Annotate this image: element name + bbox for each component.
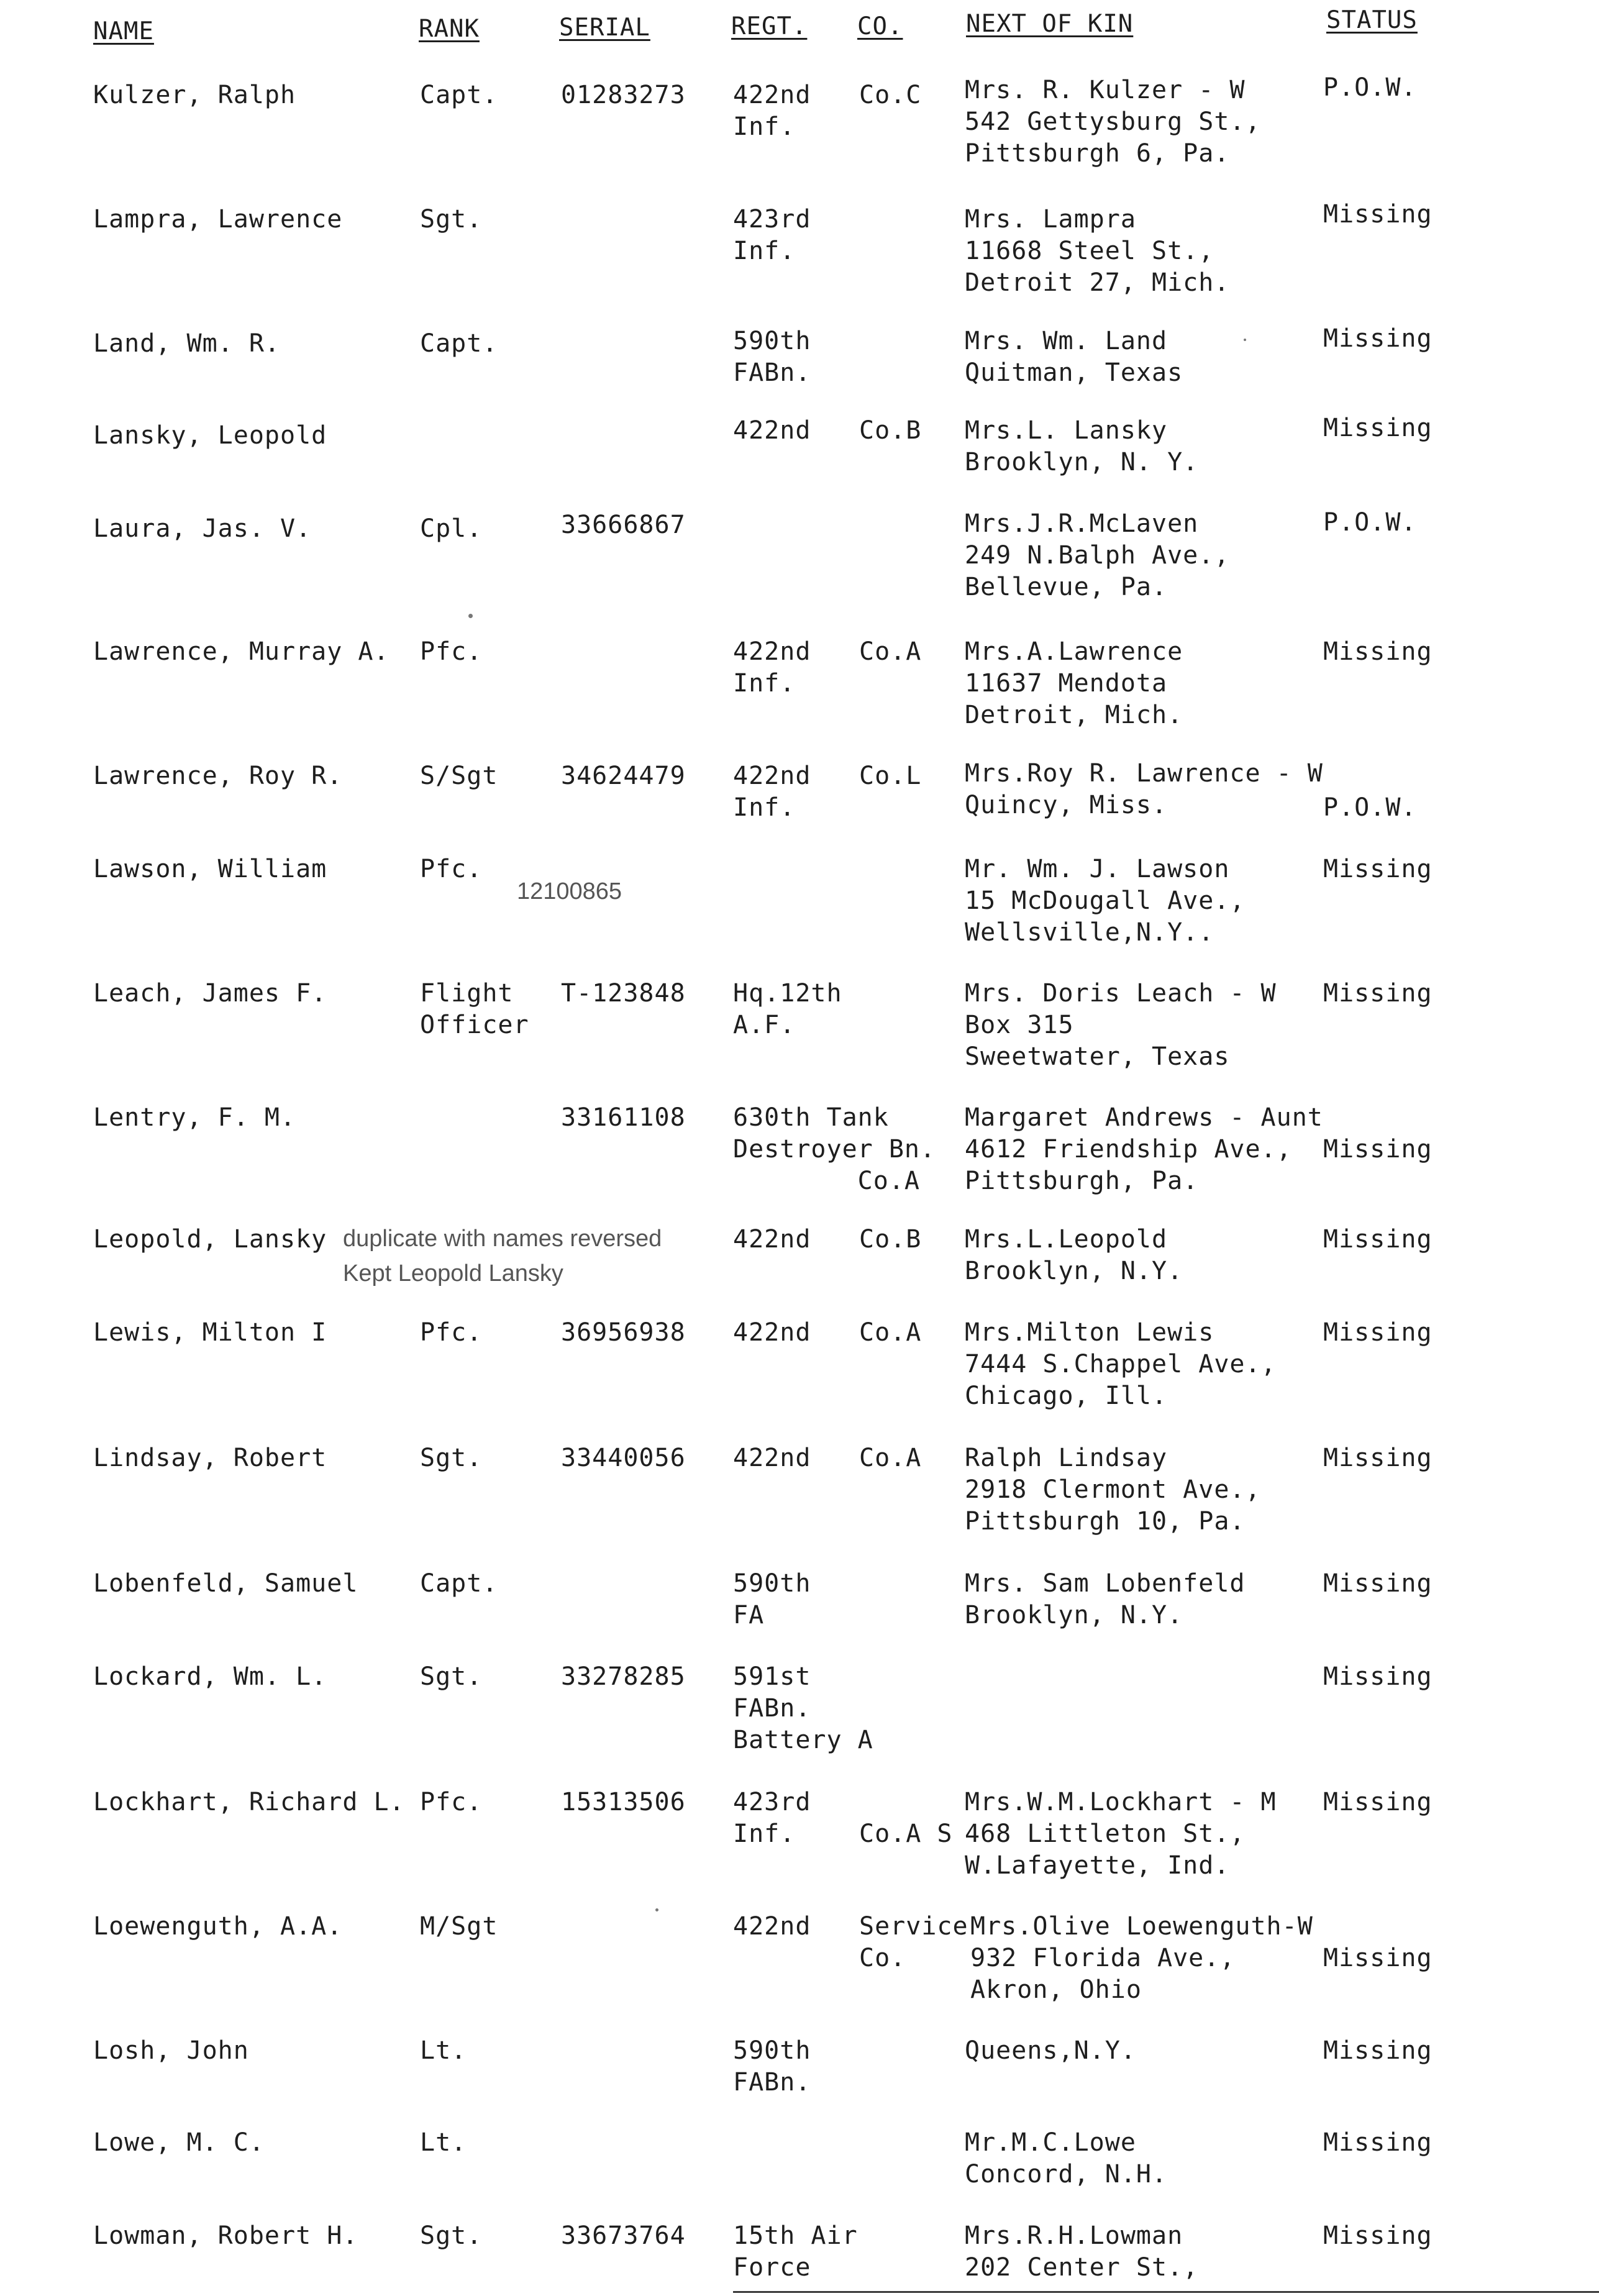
header-serial: SERIAL (559, 14, 650, 42)
status-cell: Missing (1323, 637, 1433, 666)
rank-cell: Pfc. (420, 1788, 483, 1816)
name-cell: Leopold, Lansky (93, 1225, 327, 1254)
status-cell: Missing (1323, 324, 1433, 353)
regt-cell: 591st FABn. Battery A (733, 1662, 873, 1754)
co-cell: Co.A (859, 1444, 922, 1472)
rank-cell: Pfc. (420, 637, 483, 666)
rank-cell: Capt. (420, 329, 498, 358)
header-status: STATUS (1326, 6, 1418, 34)
next-of-kin-cell: Mrs. Wm. Land Quitman, Texas (965, 327, 1183, 387)
co-cell: Co.B (859, 416, 922, 445)
rank-cell: S/Sgt (420, 762, 498, 790)
header-rank: RANK (419, 15, 480, 43)
regt-cell: 422nd (733, 1912, 811, 1941)
regt-cell: 423rd Inf. (733, 1788, 811, 1848)
next-of-kin-cell: Mrs.Roy R. Lawrence - W Quincy, Miss. (965, 759, 1323, 819)
name-cell: Lindsay, Robert (93, 1444, 327, 1472)
rank-cell: Flight Officer (420, 979, 529, 1039)
name-cell: Lowe, M. C. (93, 2128, 265, 2157)
rank-cell: Lt. (420, 2036, 467, 2065)
next-of-kin-cell: Mrs.Milton Lewis 7444 S.Chappel Ave., Chicago, Ill. (965, 1318, 1277, 1410)
rank-cell: Capt. (420, 81, 498, 109)
next-of-kin-cell: Mrs.R.H.Lowman 202 Center St., (965, 2221, 1199, 2282)
regt-cell: 15th Air Force (733, 2221, 858, 2282)
status-cell: Missing (1323, 1569, 1433, 1598)
regt-cell: 590th FABn. (733, 2036, 811, 2097)
regt-cell: 422nd Inf. (733, 637, 811, 698)
name-cell: Lampra, Lawrence (93, 205, 343, 234)
scan-speck (1244, 339, 1246, 341)
rank-cell: Sgt. (420, 1662, 483, 1691)
serial-cell: 33440056 (561, 1444, 686, 1472)
name-cell: Lockhart, Richard L. (93, 1788, 405, 1816)
name-cell: Land, Wm. R. (93, 329, 280, 358)
status-cell: Missing (1323, 1944, 1433, 1972)
scan-speck (468, 614, 473, 618)
rank-cell: Sgt. (420, 1444, 483, 1472)
status-cell: P.O.W. (1323, 73, 1417, 102)
rank-cell: Capt. (420, 1569, 498, 1598)
name-cell: Lockard, Wm. L. (93, 1662, 327, 1691)
status-cell: P.O.W. (1323, 793, 1417, 822)
scan-speck (655, 1908, 658, 1911)
serial-cell: T-123848 (561, 979, 686, 1008)
status-cell: Missing (1323, 1788, 1433, 1816)
regt-cell: 423rd Inf. (733, 205, 811, 265)
rank-cell: Pfc. (420, 1318, 483, 1347)
serial-cell: 34624479 (561, 762, 686, 790)
rank-cell: Cpl. (420, 514, 483, 543)
name-cell: Lawrence, Roy R. (93, 762, 343, 790)
regt-cell: 422nd (733, 416, 811, 445)
status-cell: P.O.W. (1323, 508, 1417, 537)
next-of-kin-cell: Mrs.W.M.Lockhart - M 468 Littleton St., W.Lafayette, Ind. (965, 1788, 1277, 1880)
next-of-kin-cell: Mrs. Lampra 11668 Steel St., Detroit 27, Mich. (965, 205, 1230, 297)
name-cell: Lobenfeld, Samuel (93, 1569, 358, 1598)
status-cell: Missing (1323, 979, 1433, 1008)
next-of-kin-cell: Mrs.A.Lawrence 11637 Mendota Detroit, Mich. (965, 637, 1183, 729)
name-cell: Lentry, F. M. (93, 1103, 296, 1132)
serial-cell: 36956938 (561, 1318, 686, 1347)
name-cell: Lowman, Robert H. (93, 2221, 358, 2250)
next-of-kin-cell: Mrs. Doris Leach - W Box 315 Sweetwater, Texas (965, 979, 1277, 1071)
serial-cell: 15313506 (561, 1788, 686, 1816)
regt-cell: 422nd Inf. (733, 81, 811, 141)
rank-cell: Pfc. (420, 855, 483, 883)
header-regt: REGT. (731, 12, 808, 40)
rank-cell: Lt. (420, 2128, 467, 2157)
status-cell: Missing (1323, 2036, 1433, 2065)
next-of-kin-cell: Mrs.J.R.McLaven 249 N.Balph Ave., Bellevue, Pa. (965, 509, 1230, 601)
serial-cell: 33666867 (561, 511, 686, 539)
next-of-kin-cell: Mr. Wm. J. Lawson 15 McDougall Ave., Wellsville,N.Y.. (965, 855, 1246, 947)
next-of-kin-cell: Mrs. Sam Lobenfeld Brooklyn, N.Y. (965, 1569, 1246, 1629)
status-cell: Missing (1323, 200, 1433, 229)
status-cell: Missing (1323, 855, 1433, 883)
co-cell: Service Co. (859, 1912, 968, 1972)
name-cell: Losh, John (93, 2036, 249, 2065)
regt-cell: 422nd Inf. (733, 762, 811, 822)
next-of-kin-cell: Mrs.L. Lansky Brooklyn, N. Y. (965, 416, 1199, 476)
header-co: CO. (857, 12, 903, 40)
regt-cell: 590th FABn. (733, 327, 811, 387)
name-cell: Lawson, William (93, 855, 327, 883)
next-of-kin-cell: Mr.M.C.Lowe Concord, N.H. (965, 2128, 1168, 2189)
status-cell: Missing (1323, 1225, 1433, 1254)
status-cell: Missing (1323, 414, 1433, 442)
regt-cell: 590th FA (733, 1569, 811, 1629)
duplicate-note: duplicate with names reversed Kept Leopold Lansky (343, 1226, 662, 1287)
next-of-kin-cell: Mrs.L.Leopold Brooklyn, N.Y. (965, 1225, 1183, 1285)
header-next-of-kin: NEXT OF KIN (966, 10, 1134, 38)
serial-cell: 01283273 (561, 81, 686, 109)
regt-cell: 422nd (733, 1318, 811, 1347)
next-of-kin-cell: Mrs. R. Kulzer - W 542 Gettysburg St., Pittsburgh 6, Pa. (965, 76, 1261, 168)
header-name: NAME (93, 17, 154, 45)
status-cell: Missing (1323, 2221, 1433, 2250)
rank-cell: Sgt. (420, 205, 483, 234)
regt-cell: 630th Tank Destroyer Bn. Co.A (733, 1103, 936, 1195)
serial-cell: 33278285 (561, 1662, 686, 1691)
co-cell: Co.L (859, 762, 922, 790)
regt-cell: 422nd (733, 1225, 811, 1254)
co-cell: Co.A (859, 1318, 922, 1347)
rank-cell: Sgt. (420, 2221, 483, 2250)
co-cell: Co.C (859, 81, 922, 109)
name-cell: Lawrence, Murray A. (93, 637, 390, 666)
handwritten-serial-note: 12100865 (517, 878, 622, 904)
name-cell: Lansky, Leopold (93, 421, 327, 450)
co-cell: Co.A (859, 637, 922, 666)
name-cell: Loewenguth, A.A. (93, 1912, 343, 1941)
name-cell: Leach, James F. (93, 979, 327, 1008)
status-cell: Missing (1323, 2128, 1433, 2157)
serial-cell: 33161108 (561, 1103, 686, 1132)
status-cell: Missing (1323, 1662, 1433, 1691)
name-cell: Lewis, Milton I (93, 1318, 327, 1347)
page-bottom-edge (733, 2291, 1599, 2293)
rank-cell: M/Sgt (420, 1912, 498, 1941)
next-of-kin-cell: Margaret Andrews - Aunt 4612 Friendship Ave., Pittsburgh, Pa. (965, 1103, 1323, 1195)
next-of-kin-cell: Ralph Lindsay 2918 Clermont Ave., Pittsburgh 10, Pa. (965, 1444, 1261, 1536)
status-cell: Missing (1323, 1135, 1433, 1164)
next-of-kin-cell: Mrs.Olive Loewenguth-W 932 Florida Ave., Akron, Ohio (970, 1912, 1313, 2004)
next-of-kin-cell: Queens,N.Y. (965, 2036, 1136, 2065)
co-cell: Co.B (859, 1225, 922, 1254)
regt-cell: Hq.12th A.F. (733, 979, 842, 1039)
name-cell: Laura, Jas. V. (93, 514, 312, 543)
co-cell: Co.A S (859, 1820, 953, 1848)
status-cell: Missing (1323, 1444, 1433, 1472)
serial-cell: 33673764 (561, 2221, 686, 2250)
name-cell: Kulzer, Ralph (93, 81, 296, 109)
status-cell: Missing (1323, 1318, 1433, 1347)
regt-cell: 422nd (733, 1444, 811, 1472)
